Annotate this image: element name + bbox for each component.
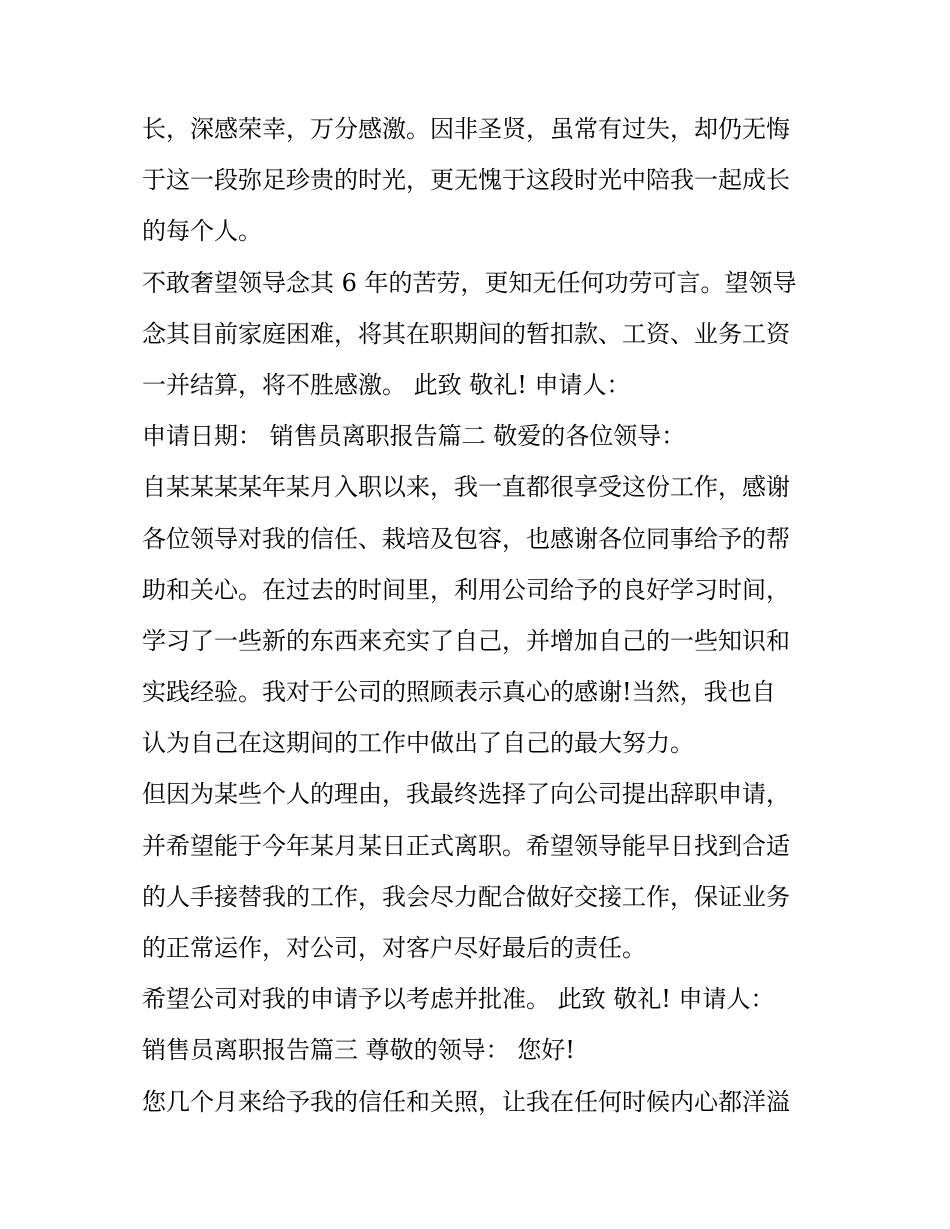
text-line: 实践经验。我对于公司的照顾表示真心的感谢!当然，我也自 <box>142 678 776 707</box>
text-line: 的正常运作，对公司，对客户尽好最后的责任。 <box>142 934 646 962</box>
text-line: 并希望能于今年某月某日正式离职。希望领导能早日找到合适 <box>142 831 790 860</box>
text-line: 不敢奢望领导念其 6 年的苦劳，更知无任何功劳可言。望领导 <box>142 268 797 297</box>
text-line: 长，深感荣幸，万分感激。因非圣贤，虽常有过失，却仍无悔 <box>142 115 790 143</box>
text-line: 于这一段弥足珍贵的时光，更无愧于这段时光中陪我一起成长 <box>142 166 790 195</box>
text-line: 的每个人。 <box>142 217 262 246</box>
text-line: 自某某某某年某月入职以来，我一直都很享受这份工作，感谢 <box>142 473 790 502</box>
text-line: 一并结算，将不胜感激。 此致 敬礼! 申请人： <box>142 370 631 399</box>
text-line: 销售员离职报告篇三 尊敬的领导： 您好! <box>142 1036 575 1065</box>
text-line: 申请日期： 销售员离职报告篇二 敬爱的各位领导： <box>142 422 686 451</box>
text-line: 各位领导对我的信任、栽培及包容，也感谢各位同事给予的帮 <box>142 524 790 553</box>
text-line: 学习了一些新的东西来充实了自己，并增加自己的一些知识和 <box>142 626 790 655</box>
document-body <box>142 104 822 1128</box>
text-line: 念其目前家庭困难，将其在职期间的暂扣款、工资、业务工资 <box>142 319 790 348</box>
text-line: 希望公司对我的申请予以考虑并批准。 此致 敬礼! 申请人： <box>142 985 775 1014</box>
text-line: 认为自己在这期间的工作中做出了自己的最大努力。 <box>142 729 694 758</box>
text-line: 助和关心。在过去的时间里，利用公司给予的良好学习时间， <box>142 575 790 604</box>
text-line: 您几个月来给予我的信任和关照，让我在任何时候内心都洋溢 <box>142 1087 790 1116</box>
text-line: 但因为某些个人的理由，我最终选择了向公司提出辞职申请， <box>142 780 790 809</box>
text-line: 的人手接替我的工作，我会尽力配合做好交接工作，保证业务 <box>142 882 790 911</box>
